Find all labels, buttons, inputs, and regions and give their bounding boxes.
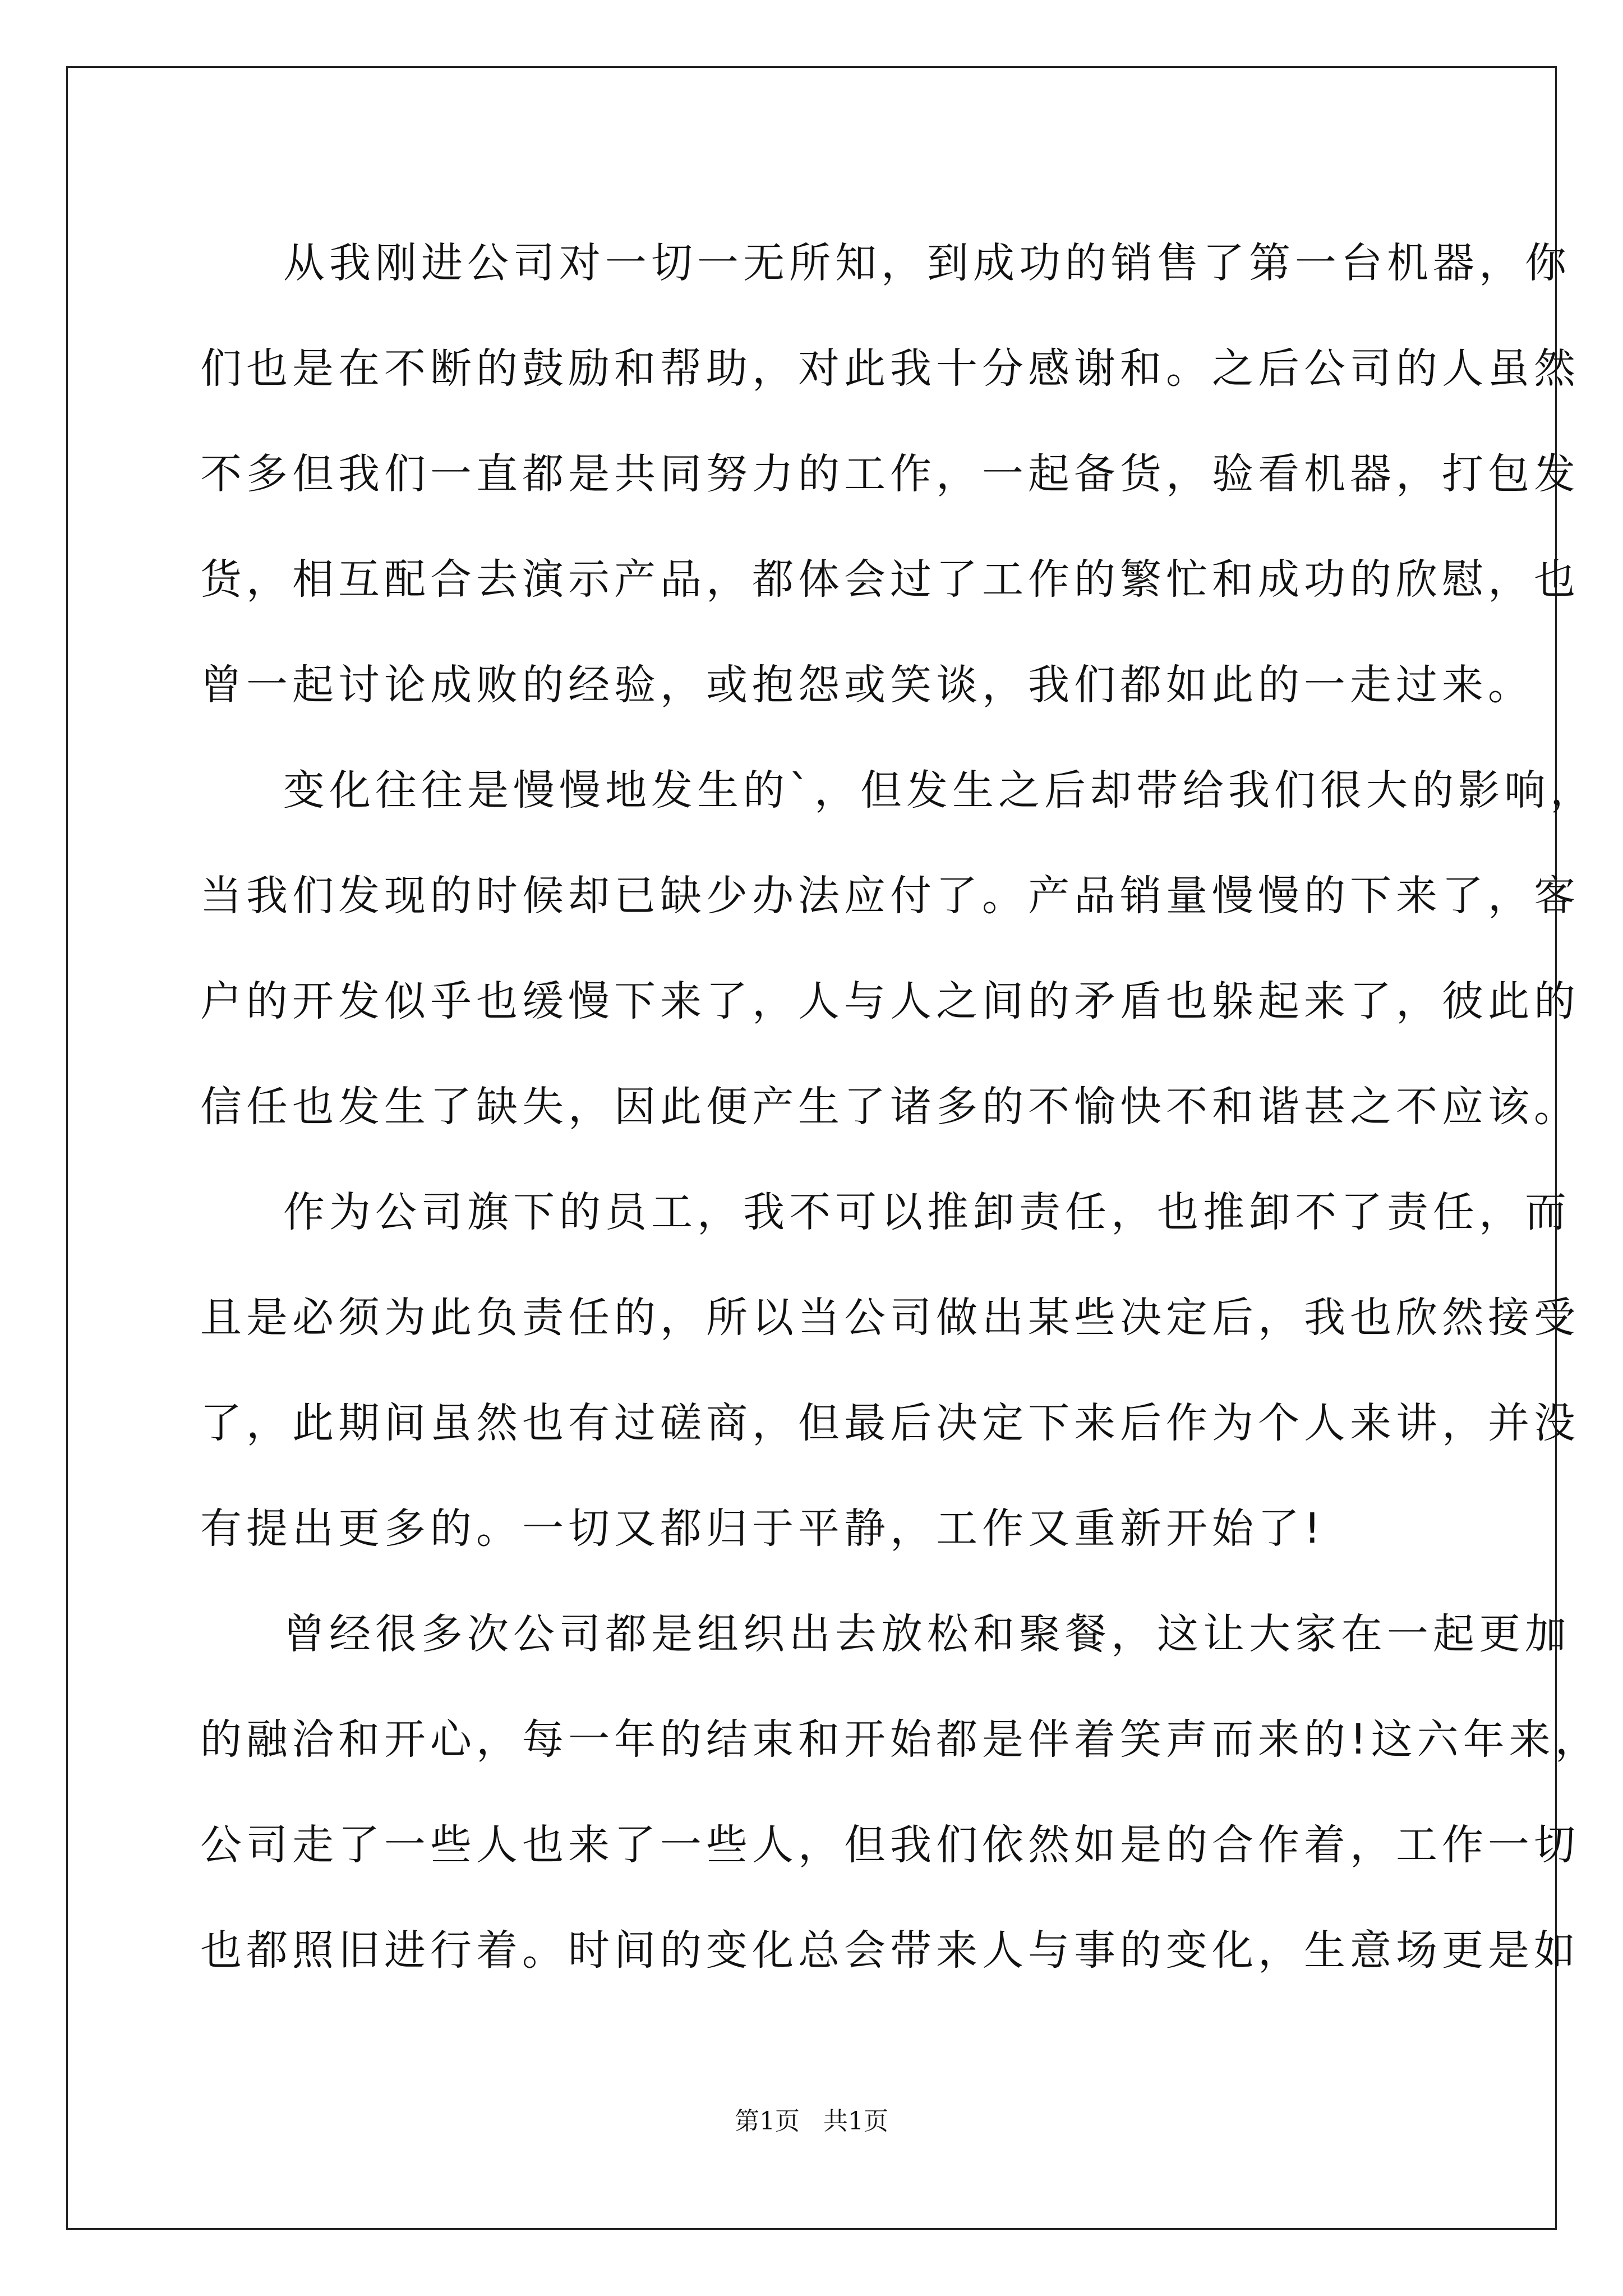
paragraph-3-line-1: 作为公司旗下的员工，我不可以推卸责任，也推卸不了责任，而 — [283, 1188, 1571, 1236]
paragraph-2-line-2: 当我们发现的时候却已缺少办法应付了。产品销量慢慢的下来了，客 — [200, 872, 1580, 920]
paragraph-3-line-3: 了，此期间虽然也有过磋商，但最后决定下来后作为个人来讲，并没 — [200, 1399, 1580, 1447]
paragraph-1-line-5: 曾一起讨论成败的经验，或抱怨或笑谈，我们都如此的一走过来。 — [200, 661, 1534, 709]
paragraph-4-line-4: 也都照旧进行着。时间的变化总会带来人与事的变化，生意场更是如 — [200, 1926, 1580, 1975]
paragraph-3-line-2: 且是必须为此负责任的，所以当公司做出某些决定后，我也欣然接受 — [200, 1294, 1580, 1342]
paragraph-2-line-3: 户的开发似乎也缓慢下来了，人与人之间的矛盾也躲起来了，彼此的 — [200, 977, 1580, 1025]
paragraph-1-line-2: 们也是在不断的鼓励和帮助，对此我十分感谢和。之后公司的人虽然 — [200, 344, 1580, 393]
paragraph-4-line-3: 公司走了一些人也来了一些人，但我们依然如是的合作着，工作一切 — [200, 1821, 1580, 1869]
page-number-footer: 第1页 共1页 — [735, 2107, 888, 2136]
document-body — [200, 210, 1601, 2003]
paragraph-2-line-1: 变化往往是慢慢地发生的`，但发生之后却带给我们很大的影响， — [283, 766, 1596, 815]
paragraph-4-line-2: 的融洽和开心，每一年的结束和开始都是伴着笑声而来的!这六年来， — [200, 1715, 1601, 1764]
paragraph-4-line-1: 曾经很多次公司都是组织出去放松和聚餐，这让大家在一起更加 — [283, 1610, 1571, 1658]
paragraph-3-line-4: 有提出更多的。一切又都归于平静，工作又重新开始了! — [200, 1504, 1325, 1553]
paragraph-1-line-1: 从我刚进公司对一切一无所知，到成功的销售了第一台机器，你 — [283, 239, 1571, 287]
paragraph-1-line-4: 货，相互配合去演示产品，都体会过了工作的繁忙和成功的欣慰，也 — [200, 555, 1580, 604]
paragraph-1-line-3: 不多但我们一直都是共同努力的工作，一起备货，验看机器，打包发 — [200, 450, 1580, 498]
paragraph-2-line-4: 信任也发生了缺失，因此便产生了诸多的不愉快不和谐甚之不应该。 — [200, 1083, 1580, 1131]
